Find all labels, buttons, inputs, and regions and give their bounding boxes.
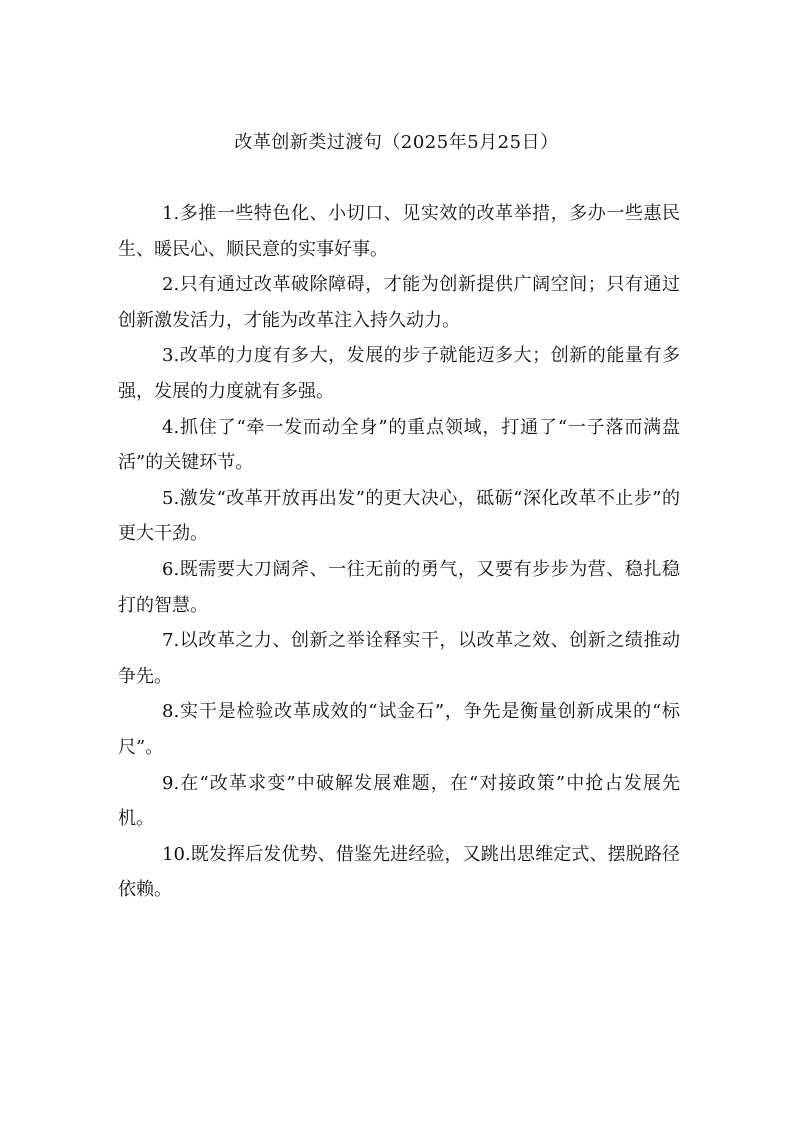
paragraph-3: 3.改革的力度有多大，发展的步子就能迈多大；创新的能量有多强，发展的力度就有多强。: [118, 345, 680, 402]
paragraph-10: 10.既发挥后发优势、借鉴先进经验，又跳出思维定式、摆脱路径依赖。: [118, 843, 680, 901]
paragraph-5: 5.激发“改革开放再出发”的更大决心，砥砺“深化改革不止步”的更大干劲。: [118, 487, 680, 545]
paragraph-1: 1.多推一些特色化、小切口、见实效的改革举措，多办一些惠民生、暖民心、顺民意的实事好事。: [118, 203, 680, 260]
paragraph-4: 4.抓住了“牵一发而动全身”的重点领域，打通了“一子落而满盘活”的关键环节。: [118, 416, 680, 474]
paragraph-2: 2.只有通过改革破除障碍，才能为创新提供广阔空间；只有通过创新激发活力，才能为改革注入持久动力。: [118, 274, 680, 331]
paragraph-6: 6.既需要大刀阔斧、一往无前的勇气，又要有步步为营、稳扎稳打的智慧。: [118, 558, 680, 616]
paragraph-7: 7.以改革之力、创新之举诠释实干，以改革之效、创新之绩推动争先。: [118, 630, 680, 687]
document-body: [118, 196, 680, 908]
paragraph-8: 8.实干是检验改革成效的“试金石”，争先是衡量创新成果的“标尺”。: [118, 701, 680, 758]
document-title: 改革创新类过渡句（2025年5月25日）: [234, 132, 559, 153]
paragraph-9: 9.在“改革求变”中破解发展难题，在“对接政策”中抢占发展先机。: [118, 772, 680, 830]
